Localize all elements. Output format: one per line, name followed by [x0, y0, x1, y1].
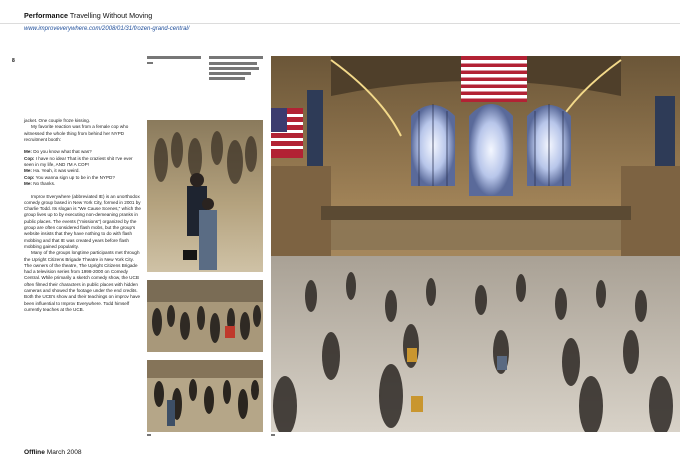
- article-title: Travelling Without Moving: [69, 11, 153, 20]
- header-rule: [0, 23, 680, 24]
- dialogue-line: Me: Do you know what that was?: [24, 149, 92, 155]
- article-body: [24, 118, 142, 313]
- layout-bar: [209, 67, 259, 70]
- section-name: Performance: [24, 11, 68, 20]
- layout-bar: [147, 434, 151, 436]
- publication-name: Offline: [24, 449, 45, 456]
- source-url[interactable]: www.improveverywhere.com/2008/01/31/frozen-grand-central/: [24, 26, 190, 32]
- dialogue-line: Cop: I have no idea! That is the craziest shit I've ever seen in my life, AND I'M A COP!: [24, 155, 133, 168]
- page-number: 8: [12, 58, 15, 64]
- dialogue: [24, 149, 142, 187]
- running-header: [24, 11, 152, 20]
- footer: [24, 449, 82, 456]
- grand-central-photo: [271, 56, 680, 432]
- paragraph: Many of the groups longtime participants met through the Upright Citizens Brigade Theatre in New York City. The owners of the theatre, The Upright Citizens Brigade had a television series from 1998-2000 on Comedy Central. While primarily a sketch comedy show, the UCB often filmed their characters in public places with hidden cameras and showed the footage under the end credits. Both the UCB's show and their teachings on improv have been influential to Improv Everywhere. Todd himself currently teaches at the UCB.: [24, 250, 141, 312]
- crowd-photo-2: [147, 280, 263, 352]
- layout-bar: [209, 56, 263, 59]
- layout-bar: [209, 77, 245, 80]
- paragraph: jacket. One couple froze kissing.: [24, 118, 91, 123]
- layout-bar: [209, 72, 251, 75]
- layout-bar: [147, 62, 153, 64]
- dialogue-line: Cop: You wanna sign up to be in the NYPD?: [24, 174, 115, 180]
- paragraph: Improv Everywhere (abbreviated IE) is an unorthodox comedy group based in New York City, formed in 2001 by Charlie Todd. Its slogan is "We Cause Scenes," which the group lives up to by executing non-demeaning pranks in public places. The events ("missions") organized by the group are often considered flash mobs, but the group's website insists that they have nothing to do with flash mobbing and that IE was created years before flash mobbing gained popularity.: [24, 193, 141, 249]
- layout-bar: [209, 62, 257, 65]
- dialogue-line: Me: No thanks.: [24, 180, 56, 186]
- issue-date: March 2008: [46, 449, 82, 456]
- layout-bar: [147, 56, 201, 59]
- layout-bar: [271, 434, 275, 436]
- dialogue-line: Me: Ha. Yeah, it was weird.: [24, 168, 80, 174]
- crowd-photo-1: [147, 120, 263, 272]
- crowd-photo-3: [147, 360, 263, 432]
- paragraph: My favorite reaction was from a female cop who witnessed the whole thing from behind her NYPD recruitment booth:: [24, 124, 129, 142]
